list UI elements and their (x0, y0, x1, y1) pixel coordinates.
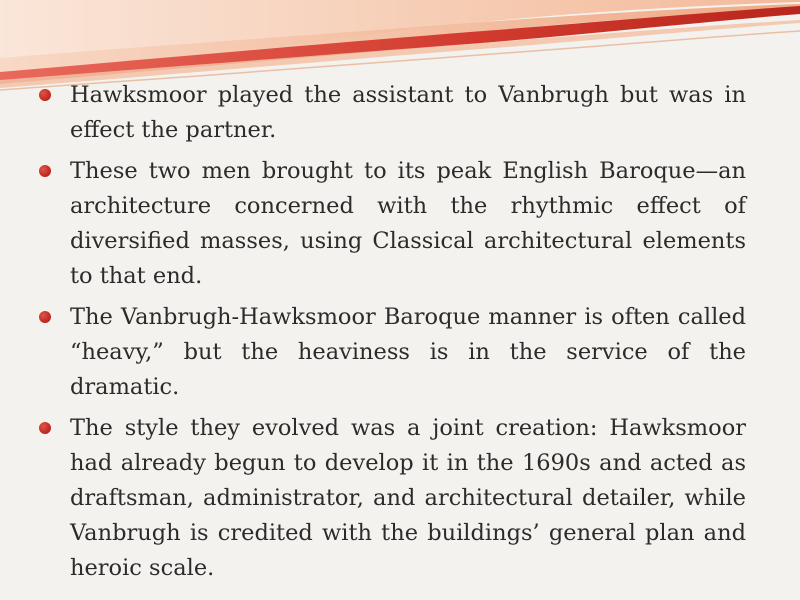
bullet-text: The style they evolved was a joint creation: Hawksmoor had already begun to develop it in the 1690s and acted as draftsman, administrator, and architectural detailer, while Vanbrugh is credited with the buildings’ general plan and heroic scale. (70, 415, 746, 581)
bullet-text: These two men brought to its peak English Baroque—an architecture concerned with the rhythmic effect of diversified masses, using Classical architectural elements to that end. (70, 158, 746, 289)
list-item (34, 411, 746, 586)
bullet-icon (39, 422, 51, 434)
bullet-text: Hawksmoor played the assistant to Vanbrugh but was in effect the partner. (70, 82, 746, 143)
list-item (34, 300, 746, 405)
bullet-icon (39, 165, 51, 177)
list-item (34, 78, 746, 148)
list-item (34, 154, 746, 294)
bullet-icon (39, 89, 51, 101)
bullet-icon (39, 311, 51, 323)
bullet-text: The Vanbrugh-Hawksmoor Baroque manner is often called “heavy,” but the heaviness is in the service of the dramatic. (70, 304, 746, 400)
bullet-list (34, 78, 746, 592)
